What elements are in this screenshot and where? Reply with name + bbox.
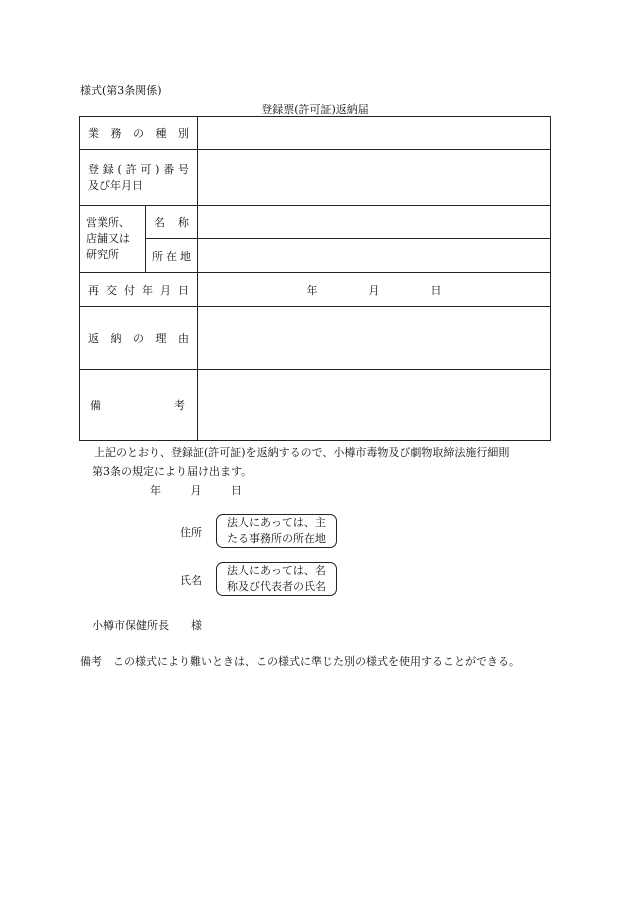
submission-month-label: 月 [190,484,202,497]
premises-label-line1: 営業所、 [86,216,130,229]
premises-label-cell [80,206,146,273]
remarks-field[interactable] [198,370,551,441]
submission-day-label: 日 [231,484,242,497]
reissue-date-field[interactable] [198,273,551,307]
premises-location-label: 所在地 [152,249,191,263]
premises-name-field[interactable] [198,206,551,239]
remarks-label-cell [80,370,198,441]
reissue-date-label: 再交付年月日 [88,283,189,297]
return-reason-field[interactable] [198,307,551,370]
remarks-label-1: 備 [90,399,101,412]
return-reason-label: 返納の理由 [88,332,189,345]
remarks-label-2: 考 [174,399,185,412]
registration-number-label-cell [80,150,198,206]
name-note-line2: 称及び代表者の氏名 [227,580,326,593]
premises-name-label: 名称 [154,216,189,229]
premises-name-label-cell [146,206,198,239]
reissue-year-label: 年 [306,283,318,297]
address-note-line2: たる事務所の所在地 [227,532,326,545]
premises-label-line2: 店舗又は [86,232,130,245]
registration-number-label: 登録(許可)番号 [88,162,189,176]
registration-date-label: 及び年月日 [88,178,143,192]
reissue-month-label: 月 [368,283,380,297]
address-label: 住所 [180,526,202,539]
premises-label-line3: 研究所 [86,248,119,261]
reissue-day-label: 日 [430,283,442,297]
premises-location-field[interactable] [198,239,551,273]
address-note [216,514,337,548]
business-type-label: 業務の種別 [88,127,189,140]
submission-year-label: 年 [150,484,161,497]
document-title: 登録票(許可証)返納届 [261,103,369,116]
footer-note: 備考 この様式により難いときは、この様式に準じた別の様式を使用することができる。 [80,655,520,668]
return-reason-label-cell [80,307,198,370]
form-label: 様式(第3条関係) [80,84,162,97]
premises-location-label-cell [146,239,198,273]
registration-number-field[interactable] [198,150,551,206]
name-note-line1: 法人にあっては、名 [227,564,326,577]
applicant-name-label: 氏名 [180,574,202,587]
addressee: 小樽市保健所長 様 [92,619,202,632]
business-type-field[interactable] [198,117,551,150]
business-type-label-cell [80,117,198,150]
statement-line-1: 上記のとおり、登録証(許可証)を返納するので、小樽市毒物及び劇物取締法施行細則 [94,446,510,459]
statement-line-2: 第3条の規定により届け出ます。 [92,465,253,478]
return-form-table [79,116,551,441]
name-note [216,562,337,596]
address-note-line1: 法人にあっては、主 [227,516,326,529]
reissue-date-label-cell [80,273,198,307]
submission-date [150,482,268,498]
